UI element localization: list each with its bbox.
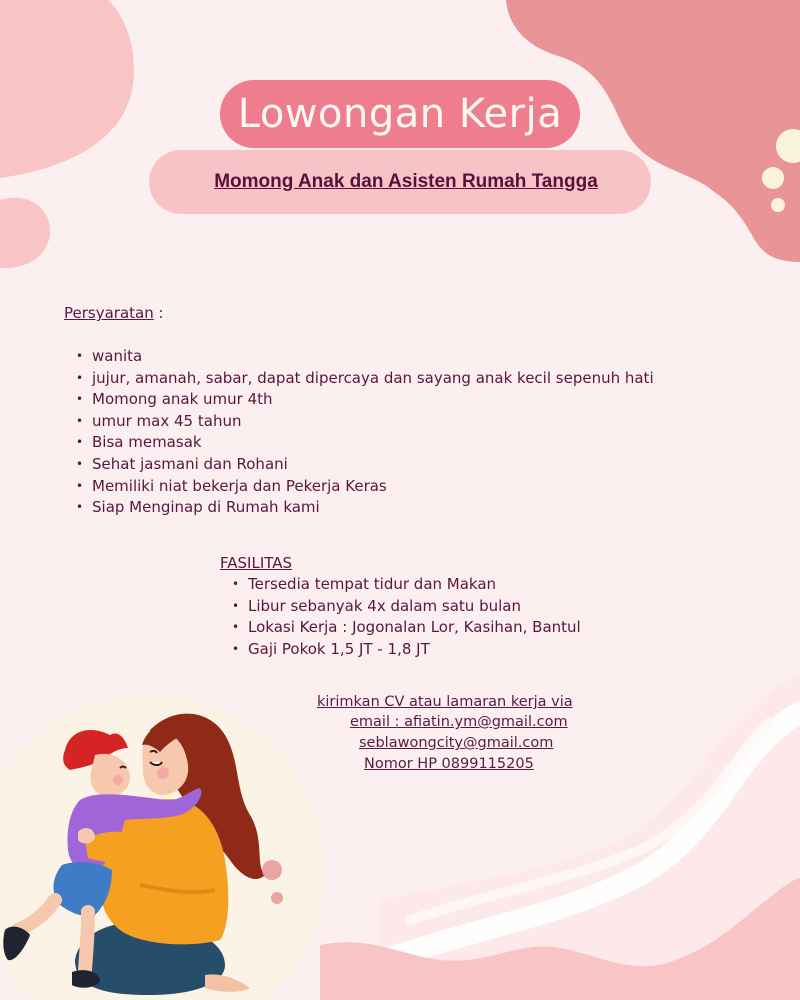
- requirement-item: • Memiliki niat bekerja dan Pekerja Keras: [76, 476, 654, 498]
- contact-email-secondary[interactable]: seblawongcity@gmail.com: [359, 735, 554, 751]
- child-shoe-left: [3, 927, 30, 961]
- subtitle-banner: [149, 150, 651, 214]
- requirements-heading: [64, 304, 164, 322]
- requirement-item: • Bisa memasak: [76, 432, 654, 454]
- dot-pink-1: [262, 860, 282, 880]
- requirement-item: • Sehat jasmani dan Rohani: [76, 454, 654, 476]
- blob-top-left: [0, 0, 134, 178]
- dot-cream-3: [771, 198, 785, 212]
- facilities-heading: FASILITAS: [220, 554, 293, 572]
- mother-child-illustration: [0, 690, 320, 1000]
- contact-intro: kirimkan CV atau lamaran kerja via: [317, 694, 573, 710]
- requirements-heading-colon: :: [153, 304, 164, 322]
- requirement-item: • Siap Menginap di Rumah kami: [76, 497, 654, 519]
- page-title: Lowongan Kerja: [237, 91, 563, 137]
- contact-phone[interactable]: Nomor HP 0899115205: [364, 756, 534, 772]
- facilities-list: [232, 574, 581, 660]
- requirements-list: [76, 346, 654, 519]
- facility-item: • Lokasi Kerja : Jogonalan Lor, Kasihan, Bantul: [232, 617, 581, 639]
- title-banner: [220, 80, 580, 148]
- facility-item: • Tersedia tempat tidur dan Makan: [232, 574, 581, 596]
- requirement-item: • Momong anak umur 4th: [76, 389, 654, 411]
- requirement-item: • umur max 45 tahun: [76, 411, 654, 433]
- requirement-item: • jujur, amanah, sabar, dapat dipercaya dan sayang anak kecil sepenuh hati: [76, 368, 654, 390]
- child-face: [91, 754, 130, 796]
- page-subtitle: Momong Anak dan Asisten Rumah Tangga: [214, 171, 598, 192]
- dot-pink-2: [271, 892, 283, 904]
- contact-email-primary[interactable]: email : afiatin.ym@gmail.com: [350, 714, 568, 730]
- requirements-heading-label: Persyaratan: [64, 304, 154, 322]
- requirement-item: • wanita: [76, 346, 654, 368]
- blob-left-small: [0, 198, 50, 269]
- facility-item: • Gaji Pokok 1,5 JT - 1,8 JT: [232, 639, 581, 661]
- mother-foot: [205, 974, 250, 991]
- facility-item: • Libur sebanyak 4x dalam satu bulan: [232, 596, 581, 618]
- dot-cream-2: [762, 167, 784, 189]
